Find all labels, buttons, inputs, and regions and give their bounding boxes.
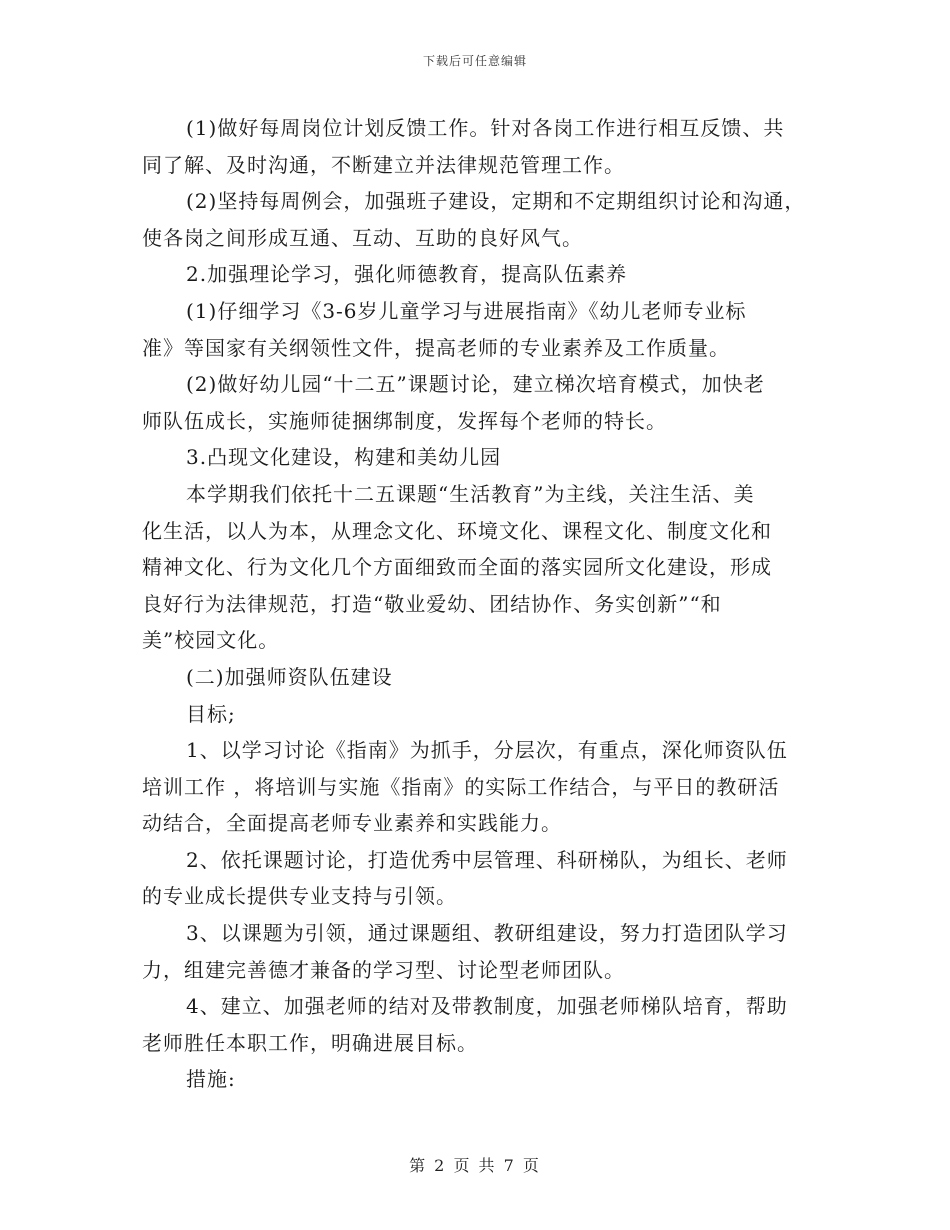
document-body (142, 110, 822, 1098)
text-line: 美”校园文化。 (142, 628, 280, 653)
text-line: (1)仔细学习《3-6岁儿童学习与进展指南》《幼儿老师专业标 (186, 298, 747, 323)
text-line: 准》等国家有关纲领性文件，提高老师的专业素养及工作质量。 (142, 335, 730, 360)
text-line: 措施: (186, 1067, 236, 1092)
text-line: (二)加强师资队伍建设 (186, 664, 393, 689)
text-line: 老师胜任本职工作，明确进展目标。 (142, 1030, 478, 1055)
page-header: 下载后可任意编辑 (422, 54, 527, 68)
text-line: 3.凸现文化建设，构建和美幼儿园 (186, 445, 502, 470)
text-line: 4、建立、加强老师的结对及带教制度，加强老师梯队培育，帮助 (186, 994, 788, 1019)
text-line: 使各岗之间形成互通、互动、互助的良好风气。 (142, 225, 583, 250)
text-line: 培训工作 ，将培训与实施《指南》的实际工作结合，与平日的教研活 (142, 774, 780, 799)
text-line: (1)做好每周岗位计划反馈工作。针对各岗工作进行相互反馈、共 (186, 116, 785, 140)
page-footer: 第 2 页 共 7 页 (409, 1156, 541, 1175)
text-line: 化生活，以人为本，从理念文化、环境文化、课程文化、制度文化和 (142, 518, 772, 543)
text-line: 的专业成长提供专业支持与引领。 (142, 884, 457, 909)
text-line: 力，组建完善德才兼备的学习型、讨论型老师团队。 (142, 957, 625, 982)
text-line: 师队伍成长，实施师徒捆绑制度，发挥每个老师的特长。 (142, 408, 667, 433)
text-line: 2、依托课题讨论，打造优秀中层管理、科研梯队，为组长、老师 (186, 847, 788, 872)
text-line: 3、以课题为引领，通过课题组、教研组建设，努力打造团队学习 (186, 921, 788, 946)
text-line: 同了解、及时沟通，不断建立并法律规范管理工作。 (142, 152, 625, 177)
text-line: 本学期我们依托十二五课题“生活教育”为主线，关注生活、美 (186, 481, 755, 506)
text-line: 目标; (186, 701, 236, 726)
text-line: 2.加强理论学习，强化师德教育，提高队伍素养 (186, 262, 628, 287)
text-line: (2)坚持每周例会，加强班子建设，定期和不定期组织讨论和沟通， (186, 189, 806, 214)
text-line: (2)做好幼儿园“十二五”课题讨论，建立梯次培育模式，加快老 (186, 372, 765, 397)
text-line: 动结合，全面提高老师专业素养和实践能力。 (142, 811, 562, 836)
text-line: 1、以学习讨论《指南》为抓手，分层次，有重点，深化师资队伍 (186, 738, 788, 763)
text-line: 精神文化、行为文化几个方面细致而全面的落实园所文化建设，形成 (142, 555, 772, 580)
text-line: 良好行为法律规范，打造“敬业爱幼、团结协作、务实创新”“和 (142, 591, 722, 616)
